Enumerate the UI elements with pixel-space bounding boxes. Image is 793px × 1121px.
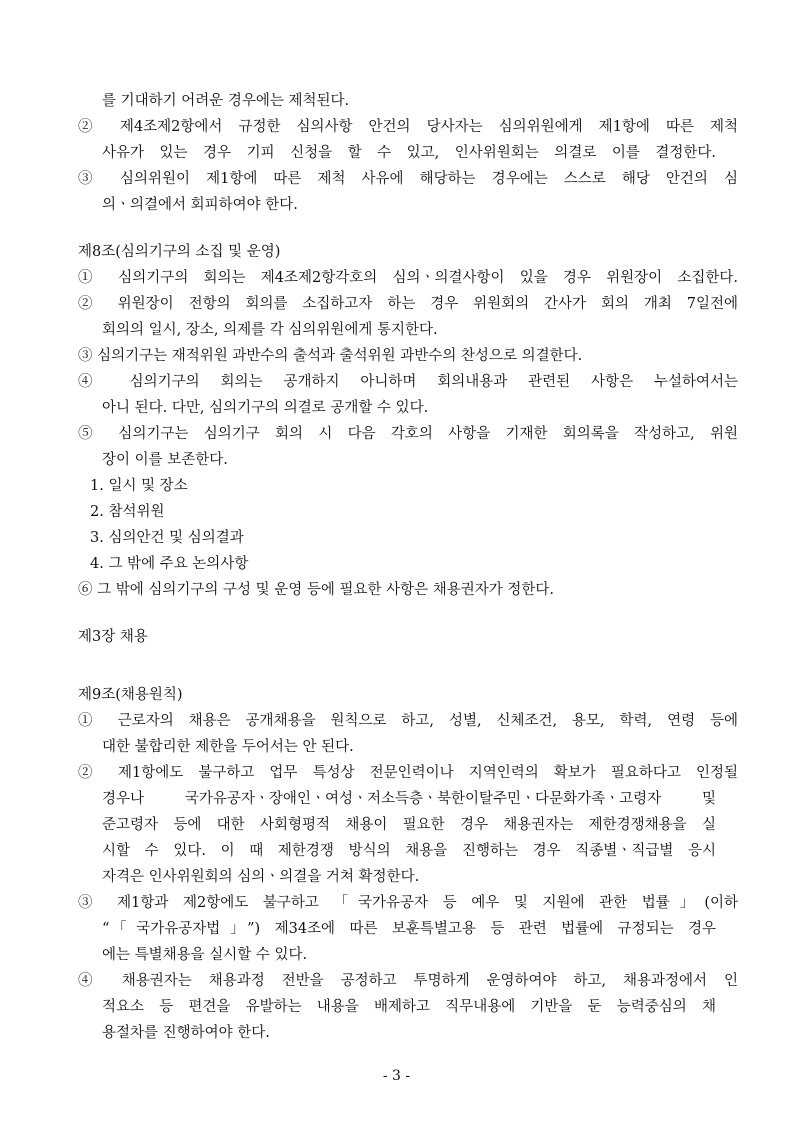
article-heading: 제9조(채용원칙) — [78, 687, 183, 703]
text-line: 준고령자 등에 대한 사회형평적 채용이 필요한 경우 채용권자는 제한경쟁채용을 실 — [102, 817, 716, 833]
list-item: 1. 일시 및 장소 — [90, 478, 188, 494]
text-line: 를 기대하기 어려운 경우에는 제척된다. — [102, 93, 350, 109]
page-number: - 3 - — [382, 1068, 411, 1084]
text-line: ② 제4조제2항에서 규정한 심의사항 안건의 당사자는 심의위원에게 제1항에 따른 제척 — [78, 119, 738, 135]
article-heading: 제8조(심의기구의 소집 및 운영) — [78, 244, 281, 260]
text-line: ④ 채용권자는 채용과정 전반을 공정하고 투명하게 운영하여야 하고, 채용과정에서 인 — [78, 973, 738, 989]
text-line: 회의의 일시, 장소, 의제를 각 심의위원에게 통지한다. — [102, 322, 438, 338]
text-line: ② 제1항에도 불구하고 업무 특성상 전문인력이나 지역인력의 확보가 필요하다고 인정될 — [78, 765, 738, 781]
list-item: 4. 그 밖에 주요 논의사항 — [90, 556, 249, 572]
text-line: 아니 된다. 다만, 심의기구의 의결로 공개할 수 있다. — [102, 400, 429, 416]
text-line: 의ㆍ의결에서 회피하여야 한다. — [102, 197, 298, 213]
text-line: 장이 이를 보존한다. — [102, 452, 228, 468]
text-line: 대한 불합리한 제한을 두어서는 안 된다. — [102, 739, 354, 755]
text-line: ① 심의기구의 회의는 제4조제2항각호의 심의ㆍ의결사항이 있을 경우 위원장이 소집한다. — [78, 270, 738, 286]
text-line: ④ 심의기구의 회의는 공개하지 아니하며 회의내용과 관련된 사항은 누설하여서는 — [78, 374, 738, 390]
chapter-heading: 제3장 채용 — [78, 629, 148, 645]
text-line: 에는 특별채용을 실시할 수 있다. — [102, 947, 308, 963]
text-line: ① 근로자의 채용은 공개채용을 원칙으로 하고, 성별, 신체조건, 용모, 학력, 연령 등에 — [78, 713, 738, 729]
text-line: 경우나 국가유공자ㆍ장애인ㆍ여성ㆍ저소득층ㆍ북한이탈주민ㆍ다문화가족ㆍ고령자 및 — [102, 791, 716, 807]
list-item: 2. 참석위원 — [90, 504, 165, 520]
text-line: ③ 심의위원이 제1항에 따른 제척 사유에 해당하는 경우에는 스스로 해당 안건의 심 — [78, 171, 738, 187]
text-line: ③ 심의기구는 재적위원 과반수의 출석과 출석위원 과반수의 찬성으로 의결한다. — [78, 348, 583, 364]
text-line: 사유가 있는 경우 기피 신청을 할 수 있고, 인사위원회는 의결로 이를 결정한다. — [102, 145, 716, 161]
text-line: ② 위원장이 전항의 회의를 소집하고자 하는 경우 위원회의 간사가 회의 개최 7일전에 — [78, 296, 738, 312]
list-item: 3. 심의안건 및 심의결과 — [90, 530, 244, 546]
text-line: 용절차를 진행하여야 한다. — [102, 1025, 270, 1041]
text-line: 자격은 인사위원회의 심의ㆍ의결을 거쳐 확정한다. — [102, 869, 420, 885]
text-line: “「국가유공자법」”) 제34조에 따른 보훈특별고용 등 관련 법률에 규정되는 경우 — [102, 921, 716, 937]
text-line: ⑤ 심의기구는 심의기구 회의 시 다음 각호의 사항을 기재한 회의록을 작성하고, 위원 — [78, 426, 738, 442]
text-line: 적요소 등 편견을 유발하는 내용을 배제하고 직무내용에 기반을 둔 능력중심의 채 — [102, 999, 716, 1015]
text-line: ③ 제1항과 제2항에도 불구하고 「국가유공자 등 예우 및 지원에 관한 법률」(이하 — [78, 895, 738, 911]
text-line: ⑥ 그 밖에 심의기구의 구성 및 운영 등에 필요한 사항은 채용권자가 정한다. — [78, 582, 555, 598]
text-line: 시할 수 있다. 이 때 제한경쟁 방식의 채용을 진행하는 경우 직종별ㆍ직급별 응시 — [102, 843, 716, 859]
